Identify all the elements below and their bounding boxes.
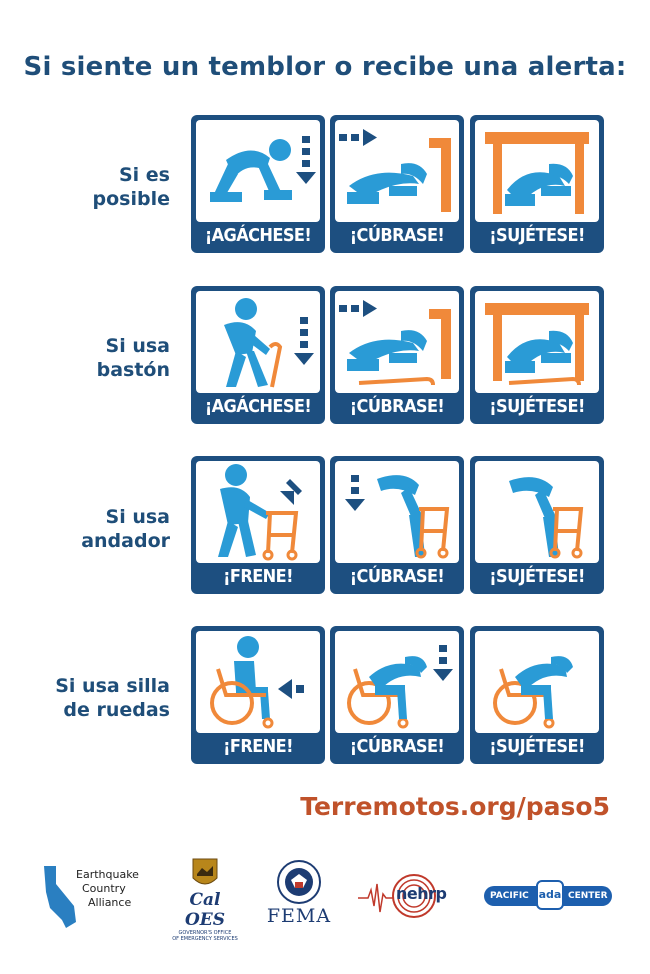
tile-cover-wheelchair [330,626,464,764]
shield-icon [192,858,218,890]
row-label-line1: Si usa silla [55,675,170,697]
pacific-ada-center-logo [484,880,612,910]
nehrp-name: nehrp [396,884,447,903]
nehrp-logo [358,872,458,920]
pacific-mid: ada [536,880,564,910]
caption: ¡AGÁCHESE! [204,225,312,246]
caption: ¡FRENE! [223,736,293,757]
person-with-cane-icon [196,291,320,393]
tile-cover-cane [330,286,464,424]
caption: ¡CÚBRASE! [349,566,445,587]
caloes-sub2: OF EMERGENCY SERVICES [172,936,238,942]
person-in-wheelchair-icon [196,631,320,733]
website-link[interactable]: Terremotos.org/paso5 [300,792,610,821]
row-label-line2: de ruedas [63,699,170,721]
covering-person-icon [335,120,459,222]
eca-line3: Alliance [88,896,132,909]
page-title: Si siente un temblor o recibe una alerta: [23,52,627,82]
pacific-right: CENTER [568,891,608,901]
california-map-icon [40,862,80,932]
tile-lock-wheelchair [191,626,325,764]
tile-cover [330,115,464,253]
down-arrow-icon [196,120,320,222]
row-label-line1: Si es [118,164,170,186]
fema-logo [264,860,334,936]
pacific-left: PACIFIC [490,891,529,901]
row-label-wheelchair [20,674,170,722]
tile-hold [470,115,604,253]
tile-cover-walker [330,456,464,594]
row-label-line2: bastón [96,359,170,381]
covering-wheelchair-icon [335,631,459,733]
caption: ¡SUJÉTESE! [489,225,585,246]
tile-hold-walker [470,456,604,594]
caption: ¡SUJÉTESE! [489,566,585,587]
row-label-line1: Si usa [105,506,170,528]
tile-drop-cane [191,286,325,424]
caption: ¡AGÁCHESE! [204,396,312,417]
caption: ¡CÚBRASE! [349,736,445,757]
caloes-sub1: GOVERNOR'S OFFICE [178,930,232,936]
caption: ¡CÚBRASE! [349,396,445,417]
holding-table-cane-icon [475,291,599,393]
row-label-possible [20,163,170,211]
row-label-cane [20,334,170,382]
tile-drop [191,115,325,253]
cal-oes-logo [170,858,240,942]
fema-name: FEMA [266,905,332,927]
caption: ¡SUJÉTESE! [489,736,585,757]
holding-walker-icon [475,461,599,563]
eca-line2: Country [82,882,126,895]
tile-hold-cane [470,286,604,424]
earthquake-country-alliance-logo [40,862,160,932]
tile-lock-walker [191,456,325,594]
row-label-walker [20,505,170,553]
row-label-line2: posible [92,188,170,210]
row-label-line1: Si usa [105,335,170,357]
covering-person-walker-icon [335,461,459,563]
person-with-walker-icon [196,461,320,563]
caption: ¡FRENE! [223,566,293,587]
dhs-seal-icon [277,860,321,904]
eca-line1: Earthquake [76,868,139,881]
covering-person-cane-icon [335,291,459,393]
caption: ¡CÚBRASE! [349,225,445,246]
caloes-name: Cal OES [184,890,226,930]
tile-hold-wheelchair [470,626,604,764]
holding-wheelchair-icon [475,631,599,733]
holding-table-icon [475,120,599,222]
row-label-line2: andador [81,530,170,552]
caption: ¡SUJÉTESE! [489,396,585,417]
